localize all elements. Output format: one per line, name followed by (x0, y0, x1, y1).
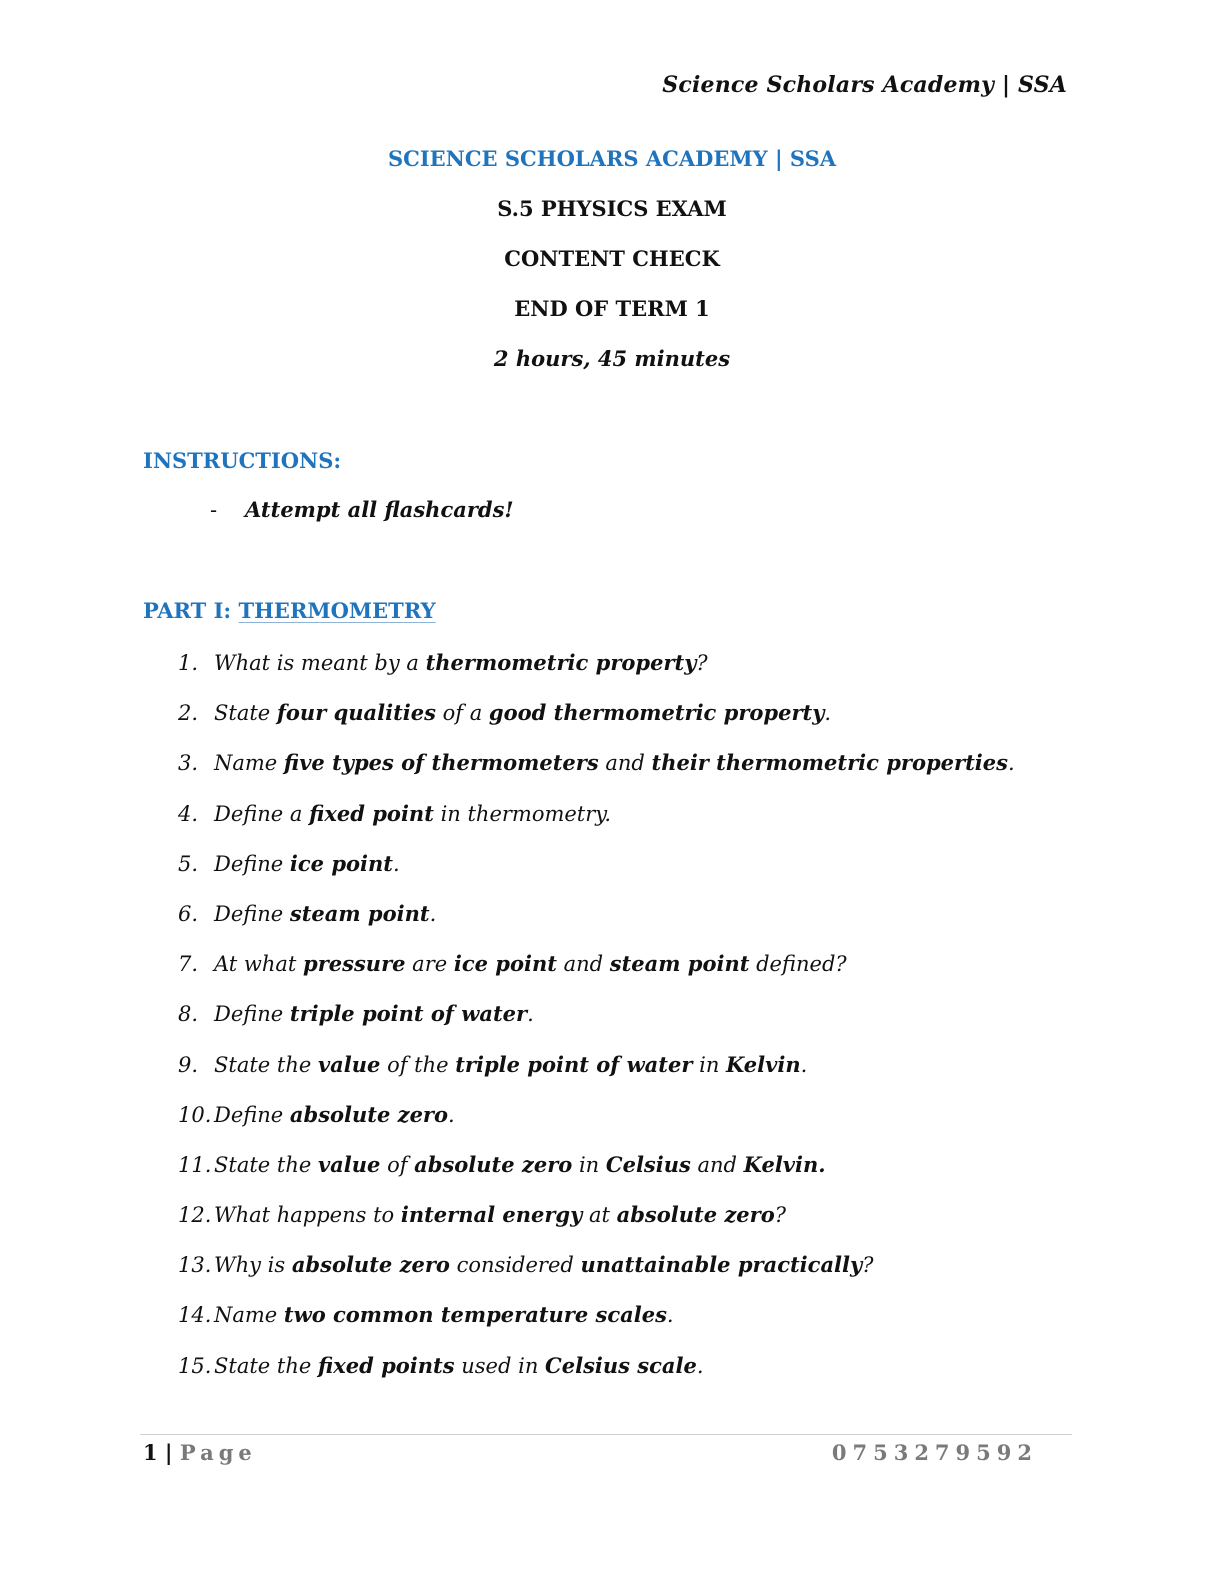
instruction-text: Attempt all flashcards! (245, 497, 514, 522)
question-text: of a (435, 701, 489, 726)
question-keyword: value (317, 1151, 381, 1177)
question-text: State (214, 701, 277, 726)
question-keyword: Celsius (605, 1151, 691, 1177)
question-text: ? (774, 1203, 787, 1228)
question-number: 10. (178, 1102, 212, 1127)
question-text: in thermometry. (433, 801, 612, 826)
question-keyword: ice point (453, 951, 557, 977)
question-item (178, 1353, 1015, 1403)
question-keyword: absolute zero (291, 1252, 450, 1278)
question-text: at (582, 1203, 617, 1228)
running-header: Science Scholars Academy | SSA (662, 72, 1067, 98)
question-item (178, 851, 1015, 901)
question-text: are (405, 952, 454, 977)
question-number: 4. (178, 801, 199, 826)
question-keyword: good thermometric property (488, 700, 825, 726)
question-text: Define (214, 1002, 290, 1027)
exam-subtitle: CONTENT CHECK (504, 246, 720, 271)
question-item (178, 1102, 1015, 1152)
question-text: State the (214, 1052, 318, 1077)
question-number: 8. (178, 1002, 199, 1027)
part-heading (143, 598, 436, 623)
question-text: and (556, 952, 610, 977)
question-item (178, 901, 1015, 951)
question-item (178, 700, 1015, 750)
question-number: 5. (178, 851, 199, 876)
question-item (178, 801, 1015, 851)
question-keyword: five types of thermometers (283, 750, 599, 776)
question-text: State the (214, 1353, 318, 1378)
question-text: . (429, 901, 437, 926)
question-keyword: steam point (289, 900, 430, 926)
question-text: Why is (214, 1253, 292, 1278)
question-text: . (666, 1303, 674, 1328)
question-keyword: Kelvin (726, 1051, 801, 1077)
question-text: in (572, 1152, 606, 1177)
question-item (178, 951, 1015, 1001)
question-keyword: four qualities (276, 700, 436, 726)
question-text: and (598, 751, 652, 776)
question-keyword: fixed point (309, 800, 434, 826)
question-number: 11. (178, 1152, 212, 1177)
question-item (178, 1052, 1015, 1102)
question-item (178, 750, 1015, 800)
question-text: . (824, 701, 832, 726)
question-text: Define a (214, 801, 310, 826)
question-text: What happens to (214, 1203, 401, 1228)
exam-term: END OF TERM 1 (514, 296, 710, 321)
question-item (178, 1152, 1015, 1202)
question-number: 13. (178, 1253, 212, 1278)
question-keyword: unattainable practically (580, 1252, 863, 1278)
question-list (178, 650, 1015, 1403)
question-keyword: internal energy (400, 1202, 583, 1228)
page-word: Page (179, 1440, 257, 1465)
question-text: ? (862, 1253, 874, 1278)
question-text: . (800, 1052, 808, 1077)
question-item (178, 1202, 1015, 1252)
question-text: . (448, 1102, 455, 1127)
question-text: defined? (749, 952, 847, 977)
question-text: Name (214, 751, 284, 776)
question-text: of (380, 1152, 415, 1177)
question-keyword: Kelvin. (743, 1151, 826, 1177)
question-number: 7. (178, 952, 199, 977)
question-text: used in (454, 1353, 546, 1378)
question-keyword: fixed points (317, 1352, 455, 1378)
question-text: in (692, 1052, 727, 1077)
exam-duration: 2 hours, 45 minutes (493, 346, 731, 371)
question-keyword: absolute zero (616, 1202, 775, 1228)
question-text: Define (214, 851, 290, 876)
page-number: 1 (143, 1440, 158, 1465)
question-keyword: steam point (609, 951, 750, 977)
page-separator: | (157, 1440, 180, 1465)
question-text: At what (214, 952, 304, 977)
question-keyword: value (317, 1051, 381, 1077)
question-text: Define (214, 901, 290, 926)
question-keyword: pressure (303, 951, 406, 977)
question-number: 1. (178, 651, 199, 675)
question-keyword: absolute zero (414, 1151, 573, 1177)
question-number: 3. (178, 751, 199, 776)
question-keyword: ice point (289, 850, 393, 876)
question-keyword: thermometric property (425, 650, 697, 675)
question-item (178, 1001, 1015, 1051)
question-text: Define (214, 1102, 290, 1127)
question-keyword: triple point of water (455, 1051, 693, 1077)
question-keyword: two common temperature scales (283, 1302, 667, 1328)
question-number: 2. (178, 701, 199, 726)
school-title: SCIENCE SCHOLARS ACADEMY | SSA (387, 146, 837, 171)
question-text: State the (214, 1152, 318, 1177)
question-text: . (527, 1002, 534, 1027)
question-item (178, 1302, 1015, 1352)
question-number: 6. (178, 901, 199, 926)
question-keyword: their thermometric properties (651, 750, 1008, 776)
question-keyword: absolute zero (289, 1101, 449, 1127)
part-label: PART I: (143, 598, 239, 623)
question-keyword: Celsius scale (545, 1352, 697, 1378)
question-text: . (392, 851, 400, 876)
question-text: of the (380, 1052, 456, 1077)
footer-phone: 0753279592 (831, 1440, 1038, 1465)
footer-page (143, 1440, 257, 1465)
question-text: What is meant by a (214, 651, 426, 675)
part-topic: THERMOMETRY (238, 598, 436, 623)
question-item (178, 650, 1015, 700)
question-keyword: triple point of water (289, 1001, 528, 1027)
footer-divider (140, 1434, 1072, 1435)
question-text: . (696, 1353, 704, 1378)
question-number: 9. (178, 1052, 199, 1077)
exam-title: S.5 PHYSICS EXAM (497, 196, 727, 221)
question-number: 15. (178, 1353, 212, 1378)
instructions-heading: INSTRUCTIONS: (143, 448, 342, 473)
question-text: Name (214, 1303, 284, 1328)
instruction-item (210, 497, 514, 522)
question-text: considered (449, 1253, 581, 1278)
question-number: 12. (178, 1203, 212, 1228)
question-number: 14. (178, 1303, 212, 1328)
question-text: ? (696, 651, 708, 675)
question-text: and (690, 1152, 744, 1177)
bullet-dash: - (210, 498, 218, 522)
question-item (178, 1252, 1015, 1302)
question-text: . (1007, 751, 1015, 776)
